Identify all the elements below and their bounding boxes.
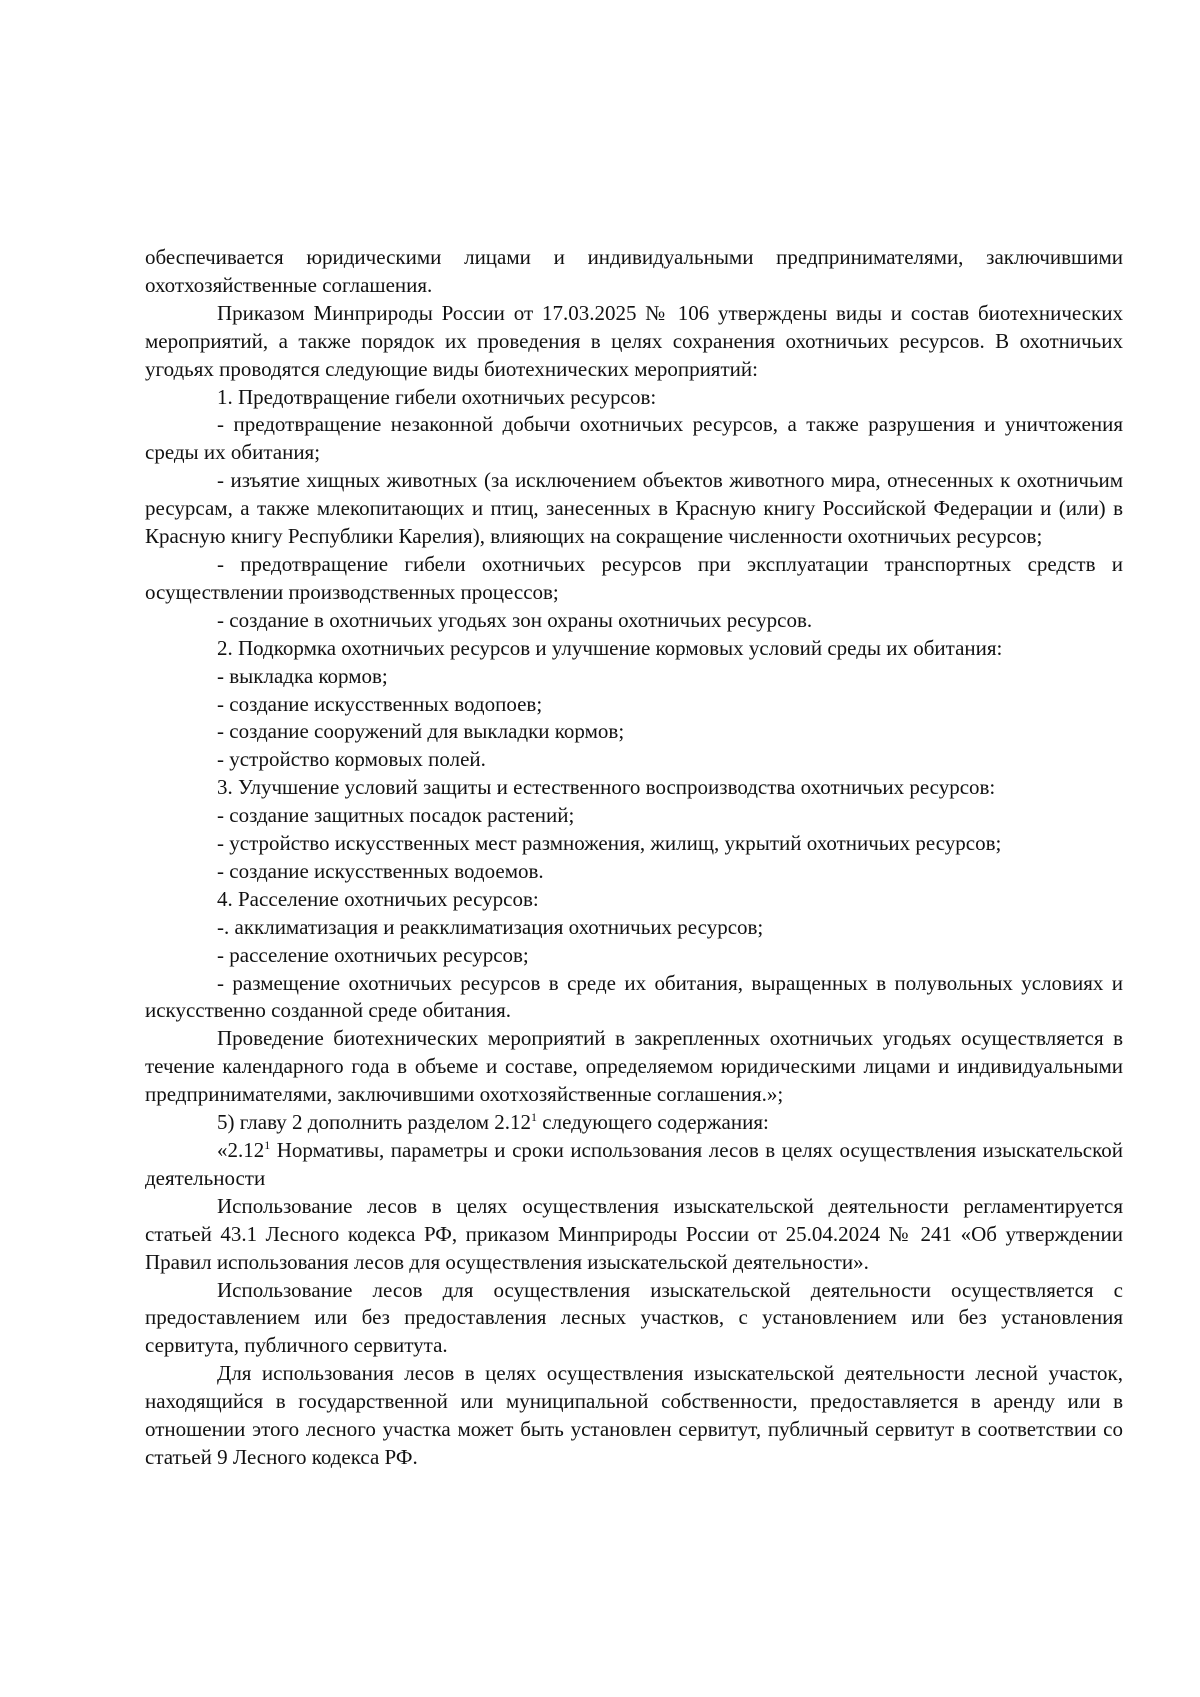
list-item: - создание искусственных водопоев;	[217, 691, 543, 716]
amendment-text: 5) главу 2 дополнить разделом 2.12	[217, 1110, 532, 1135]
paragraph-usage: Использование лесов для осуществления изыскательской деятельности осуществляется с предоставлением или без предоставления лесных участков, с установлением или без установления сервитута, публичного сервитута.	[145, 1277, 1123, 1358]
list-item: - предотвращение незаконной добычи охотничьих ресурсов, а также разрушения и уничтожения среды их обитания;	[145, 412, 1123, 465]
list-item: - расселение охотничьих ресурсов;	[217, 942, 529, 967]
superscript: 1	[264, 1138, 271, 1152]
list-item: - устройство кормовых полей.	[217, 747, 486, 772]
paragraph-2: Приказом Минприроды России от 17.03.2025 № 106 утверждены виды и состав биотехнических мероприятий, а также порядок их проведения в целях сохранения охотничьих ресурсов. В охотничьих угодьях проводятся следующие виды биотехнических мероприятий:	[145, 300, 1123, 381]
list-item: -. акклиматизация и реакклиматизация охотничьих ресурсов;	[217, 914, 764, 939]
paragraph-1: обеспечивается юридическими лицами и индивидуальными предпринимателями, заключившими охотхозяйственные соглашения.	[145, 245, 1123, 297]
list-item: - изъятие хищных животных (за исключением объектов животного мира, отнесенных к охотничьим ресурсам, а также млекопитающих и птиц, занесенных в Красную книгу Российской Федерации и (или) в Красную книгу Республики Карелия), влияющих на сокращение численности охотничьих ресурсов;	[145, 468, 1123, 549]
section-number: «2.12	[217, 1138, 265, 1162]
list-item: - создание сооружений для выкладки кормов;	[217, 719, 625, 744]
list-item: - размещение охотничьих ресурсов в среде их обитания, выращенных в полувольных условиях и искусственно созданной среде обитания.	[145, 970, 1123, 1023]
list-heading-3: 3. Улучшение условий защиты и естественного воспроизводства охотничьих ресурсов:	[217, 775, 996, 800]
superscript: 1	[531, 1110, 538, 1125]
paragraph-conducting: Проведение биотехнических мероприятий в закрепленных охотничьих угодьях осуществляется в течение календарного года в объеме и составе, определяемом юридическими лицами и индивидуальными предпринимателями, заключившими охотхозяйственные соглашения.»;	[145, 1026, 1123, 1107]
list-item: - создание защитных посадок растений;	[217, 803, 575, 828]
list-item: - устройство искусственных мест размножения, жилищ, укрытий охотничьих ресурсов;	[217, 831, 1002, 856]
section-title: Нормативы, параметры и сроки использования лесов в целях осуществления изыскательской деятельности	[145, 1138, 1123, 1190]
list-item: - создание в охотничьих угодьях зон охраны охотничьих ресурсов.	[217, 607, 813, 632]
paragraph-regulation: Использование лесов в целях осуществления изыскательской деятельности регламентируется статьей 43.1 Лесного кодекса РФ, приказом Минприроды России от 25.04.2024 № 241 «Об утверждении Правил использования лесов для осуществления изыскательской деятельности».	[145, 1193, 1123, 1274]
list-item: - предотвращение гибели охотничьих ресурсов при эксплуатации транспортных средств и осуществлении производственных процессов;	[145, 551, 1123, 604]
amendment-text-rest: следующего содержания:	[537, 1110, 769, 1135]
list-heading-4: 4. Расселение охотничьих ресурсов:	[217, 886, 539, 911]
paragraph-lease: Для использования лесов в целях осуществления изыскательской деятельности лесной участок, находящийся в государственной или муниципальной собственности, предоставляется в аренду или в отношении этого лесного участка может быть установлен сервитут, публичный сервитут в соответствии со статьей 9 Лесного кодекса РФ.	[145, 1361, 1123, 1469]
list-heading-1: 1. Предотвращение гибели охотничьих ресурсов:	[217, 384, 657, 409]
list-heading-2: 2. Подкормка охотничьих ресурсов и улучшение кормовых условий среды их обитания:	[217, 635, 1003, 660]
section-heading	[145, 1137, 1123, 1193]
amendment-item-5	[145, 1109, 1123, 1137]
list-item: - выкладка кормов;	[217, 663, 388, 688]
list-item: - создание искусственных водоемов.	[217, 858, 544, 883]
document-page	[145, 244, 1123, 1472]
